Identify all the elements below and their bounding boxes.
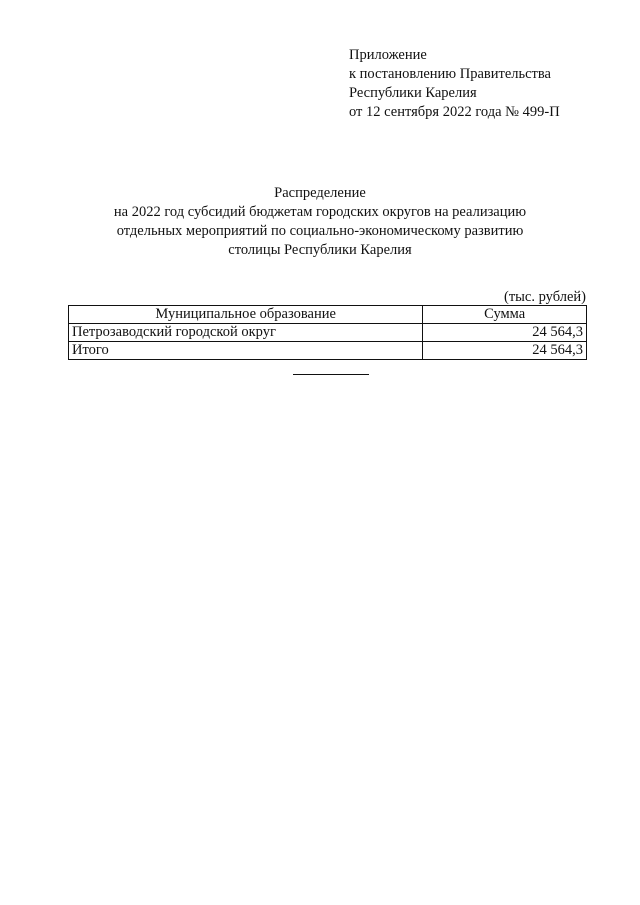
column-header-municipality: Муниципальное образование	[69, 306, 423, 324]
total-sum: 24 564,3	[423, 342, 587, 360]
total-label: Итого	[69, 342, 423, 360]
title-line: отдельных мероприятий по социально-экономическому развитию	[116, 223, 524, 239]
unit-label: (тыс. рублей)	[504, 289, 586, 305]
appendix-line: к постановлению Правительства	[349, 66, 551, 82]
document-title	[60, 184, 580, 260]
appendix-line: Республики Карелия	[349, 85, 477, 101]
appendix-header	[349, 46, 629, 122]
total-row	[69, 342, 587, 360]
appendix-line: Приложение	[349, 47, 427, 63]
appendix-line: от 12 сентября 2022 года № 499-П	[349, 104, 560, 120]
end-of-document-rule	[293, 374, 369, 375]
municipality-cell: Петрозаводский городской округ	[69, 324, 423, 342]
title-line: столицы Республики Карелия	[228, 242, 412, 258]
title-line: Распределение	[274, 185, 366, 201]
sum-cell: 24 564,3	[423, 324, 587, 342]
distribution-table	[68, 305, 587, 360]
table-header-row	[69, 306, 587, 324]
column-header-sum: Сумма	[423, 306, 587, 324]
title-line: на 2022 год субсидий бюджетам городских округов на реализацию	[113, 204, 527, 220]
table-row	[69, 324, 587, 342]
